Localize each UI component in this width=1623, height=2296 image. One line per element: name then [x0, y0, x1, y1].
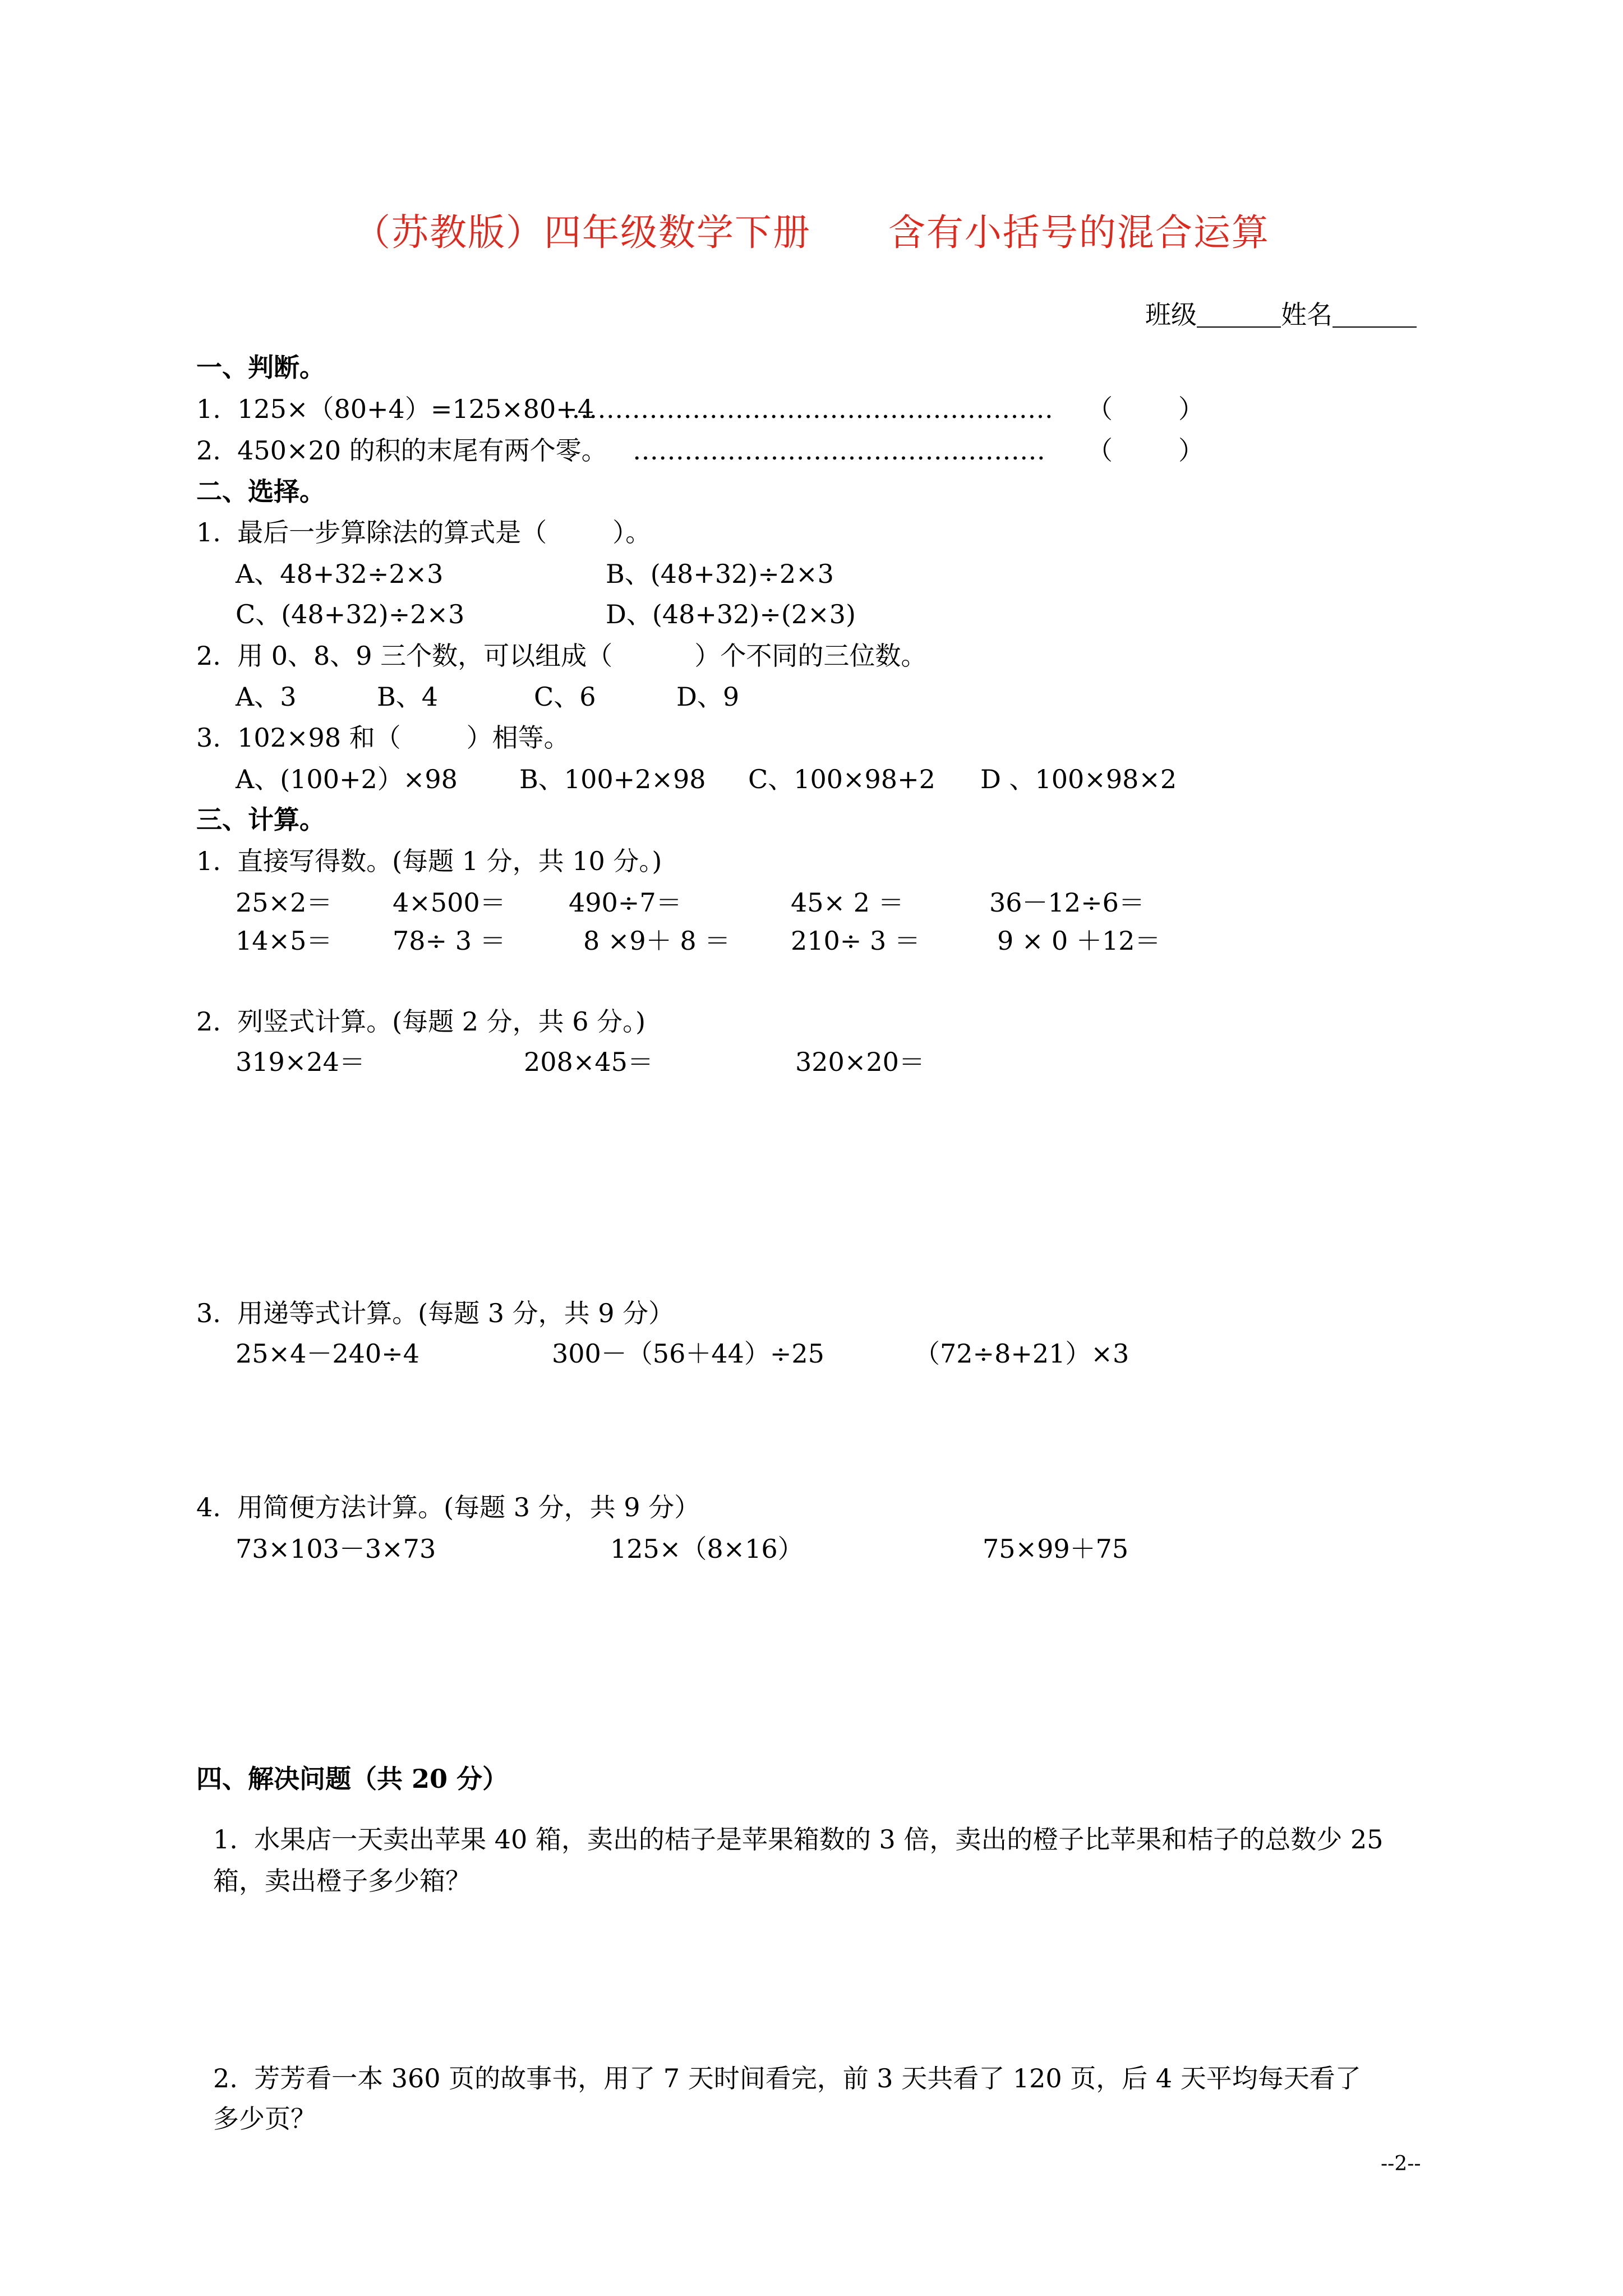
calc-part-2-instruction: 2. 列竖式计算。(每题 2 分，共 6 分。) [196, 1006, 646, 1037]
mental-calc-item: 45× 2 ＝ [791, 887, 904, 918]
choice-q1-option-a[interactable]: A、48+32÷2×3 [236, 559, 444, 589]
section-3-heading: 三、计算。 [196, 804, 325, 835]
stepwise-calc-item: 300－（56＋44）÷25 [552, 1338, 824, 1369]
judge-q2: 2. 450×20 的积的末尾有两个零。 [196, 435, 607, 466]
mental-calc-item: 14×5＝ [236, 926, 333, 956]
simplified-calc-item: 75×99＋75 [983, 1534, 1129, 1564]
mental-calc-item: 210÷ 3 ＝ [791, 926, 920, 956]
vertical-calc-item: 319×24＝ [236, 1047, 365, 1077]
judge-q1: 1. 125×（80+4）=125×80+4 [196, 394, 594, 424]
choice-q3-option-d[interactable]: D 、100×98×2 [980, 764, 1177, 794]
mental-calc-item: 25×2＝ [236, 887, 333, 918]
mental-calc-item: 78÷ 3 ＝ [393, 926, 506, 956]
class-blank[interactable] [1197, 304, 1281, 328]
choice-q2-option-c[interactable]: C、6 [534, 682, 596, 712]
name-blank[interactable] [1332, 304, 1417, 328]
judge-q1-dots: ………………………………………………… [563, 394, 1053, 424]
vertical-calc-item: 208×45＝ [524, 1047, 653, 1077]
choice-q2-option-b[interactable]: B、4 [377, 682, 439, 712]
worksheet-title: （苏教版）四年级数学下册 含有小括号的混合运算 [353, 211, 1270, 254]
section-2-heading: 二、选择。 [196, 476, 325, 507]
student-info [1145, 302, 1417, 328]
section-1-heading: 一、判断。 [196, 352, 325, 383]
name-label: 姓名 [1281, 300, 1332, 330]
choice-q3-option-c[interactable]: C、100×98+2 [748, 764, 935, 794]
word-problem-1-line-2: 箱，卖出橙子多少箱？ [213, 1866, 471, 1896]
mental-calc-item: 490÷7＝ [569, 887, 682, 918]
word-problem-1-line-1: 1. 水果店一天卖出苹果 40 箱，卖出的桔子是苹果箱数的 3 倍，卖出的橙子比苹果和桔子的总数少 25 [213, 1824, 1384, 1855]
word-problem-2-line-1: 2. 芳芳看一本 360 页的故事书，用了 7 天时间看完，前 3 天共看了 120 页，后 4 天平均每天看了 [213, 2063, 1361, 2093]
choice-q2-option-d[interactable]: D、9 [676, 682, 740, 712]
calc-part-4-instruction: 4. 用简便方法计算。(每题 3 分，共 9 分） [196, 1492, 700, 1522]
choice-q3-option-b[interactable]: B、100+2×98 [519, 764, 706, 794]
choice-q1-option-d[interactable]: D、(48+32)÷(2×3) [606, 599, 856, 629]
mental-calc-item: 8 ×9＋ 8 ＝ [583, 926, 731, 956]
vertical-calc-item: 320×20＝ [795, 1047, 925, 1077]
mental-calc-item: 36－12÷6＝ [989, 887, 1145, 918]
judge-q2-answer[interactable]: （ ） [1087, 435, 1204, 466]
choice-q1-option-b[interactable]: B、(48+32)÷2×3 [606, 559, 834, 589]
stepwise-calc-item: （72÷8+21）×3 [914, 1338, 1129, 1369]
choice-q3: 3. 102×98 和（ ）相等。 [196, 723, 570, 753]
choice-q2-option-a[interactable]: A、3 [236, 682, 297, 712]
judge-q1-answer[interactable]: （ ） [1087, 394, 1204, 424]
page-number: --2-- [1381, 2152, 1421, 2175]
class-label: 班级 [1145, 300, 1197, 330]
choice-q1-option-c[interactable]: C、(48+32)÷2×3 [236, 599, 465, 629]
simplified-calc-item: 125×（8×16） [610, 1534, 804, 1564]
mental-calc-item: 4×500＝ [393, 887, 506, 918]
simplified-calc-item: 73×103－3×73 [236, 1534, 436, 1564]
choice-q3-option-a[interactable]: A、(100+2）×98 [236, 764, 458, 794]
calc-part-1-instruction: 1. 直接写得数。(每题 1 分，共 10 分。) [196, 846, 662, 876]
calc-part-3-instruction: 3. 用递等式计算。(每题 3 分，共 9 分） [196, 1298, 675, 1328]
judge-q2-dots: ………………………………………… [633, 435, 1045, 466]
section-4-heading: 四、解决问题（共 20 分） [196, 1764, 509, 1794]
stepwise-calc-item: 25×4－240÷4 [236, 1338, 419, 1369]
choice-q2: 2. 用 0、8、9 三个数，可以组成（ ）个不同的三位数。 [196, 641, 927, 671]
mental-calc-item: 9 × 0 ＋12＝ [997, 926, 1161, 956]
choice-q1: 1. 最后一步算除法的算式是（ ）。 [196, 517, 652, 547]
word-problem-2-line-2: 多少页？ [213, 2104, 316, 2134]
